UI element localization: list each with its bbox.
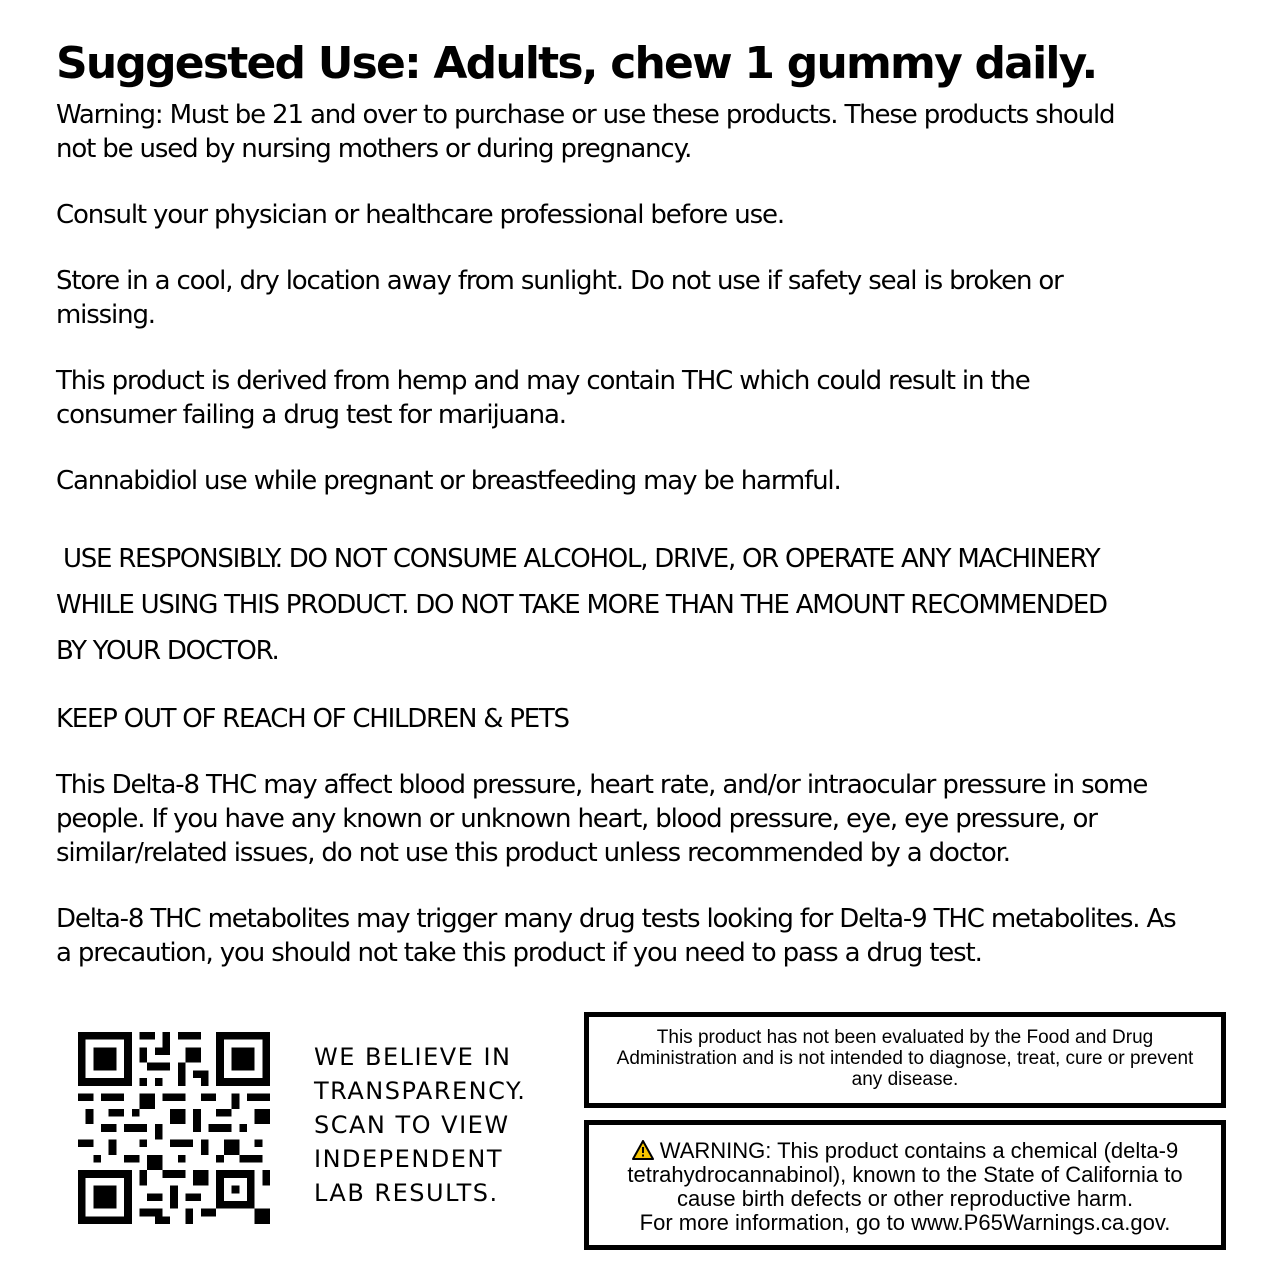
- keep-out-of-reach-warning: KEEP OUT OF REACH OF CHILDREN & PETS: [56, 704, 569, 734]
- cannabidiol-pregnancy-warning: Cannabidiol use while pregnant or breastfeeding may be harmful.: [56, 466, 841, 496]
- text-line: similar/related issues, do not use this product unless recommended by a doctor.: [56, 838, 1010, 868]
- prop65-warning-box: [584, 1120, 1226, 1250]
- text-line: Store in a cool, dry location away from sunlight. Do not use if safety seal is broken or: [56, 266, 1063, 296]
- text-line: USE RESPONSIBLY. DO NOT CONSUME ALCOHOL, DRIVE, OR OPERATE ANY MACHINERY: [56, 544, 1100, 574]
- p65-link-line[interactable]: For more information, go to www.P65Warnings.ca.gov.: [639, 1210, 1171, 1235]
- text-line: a precaution, you should not take this product if you need to pass a drug test.: [56, 938, 982, 968]
- transparency-line: TRANSPARENCY.: [314, 1077, 527, 1105]
- text-line: This Delta-8 THC may affect blood pressure, heart rate, and/or intraocular pressure in some: [56, 770, 1148, 800]
- consult-physician-text: Consult your physician or healthcare professional before use.: [56, 200, 784, 230]
- delta8-health-warning: [56, 768, 1256, 870]
- qr-code-icon[interactable]: [78, 1032, 270, 1224]
- suggested-use-heading: Suggested Use: Adults, chew 1 gummy daily.: [56, 38, 1097, 89]
- transparency-line: SCAN TO VIEW: [314, 1111, 510, 1139]
- text-line: This product is derived from hemp and may contain THC which could result in the: [56, 366, 1030, 396]
- hemp-thc-notice: [56, 364, 1256, 432]
- transparency-line: LAB RESULTS.: [314, 1179, 499, 1207]
- age-pregnancy-warning: [56, 98, 1256, 166]
- storage-instructions: [56, 264, 1256, 332]
- fda-line: Administration and is not intended to diagnose, treat, cure or prevent: [616, 1048, 1194, 1069]
- transparency-line: WE BELIEVE IN: [314, 1043, 512, 1071]
- transparency-line: INDEPENDENT: [314, 1145, 504, 1173]
- fda-line: any disease.: [851, 1069, 959, 1090]
- text-line: not be used by nursing mothers or during pregnancy.: [56, 134, 692, 164]
- text-line: Delta-8 THC metabolites may trigger many drug tests looking for Delta-9 THC metabolites. As: [56, 904, 1176, 934]
- use-responsibly-warning: [56, 536, 1256, 674]
- p65-line: cause birth defects or other reproductive harm.: [676, 1186, 1134, 1211]
- warning-triangle-icon: [632, 1140, 654, 1160]
- fda-line: This product has not been evaluated by the Food and Drug: [656, 1027, 1154, 1048]
- transparency-message: [314, 1040, 554, 1210]
- text-line: Warning: Must be 21 and over to purchase or use these products. These products should: [56, 100, 1115, 130]
- label-text-block: [56, 36, 1256, 970]
- fda-disclaimer-box: [584, 1012, 1226, 1108]
- p65-line-1: [589, 1139, 1221, 1163]
- text-line: WHILE USING THIS PRODUCT. DO NOT TAKE MORE THAN THE AMOUNT RECOMMENDED: [56, 590, 1107, 620]
- p65-line: WARNING: This product contains a chemical (delta-9: [659, 1138, 1179, 1163]
- text-line: BY YOUR DOCTOR.: [56, 636, 279, 666]
- text-line: people. If you have any known or unknown heart, blood pressure, eye, eye pressure, or: [56, 804, 1097, 834]
- text-line: missing.: [56, 300, 155, 330]
- drug-test-metabolites-warning: [56, 902, 1256, 970]
- p65-line: tetrahydrocannabinol), known to the State of California to: [627, 1162, 1183, 1187]
- text-line: consumer failing a drug test for marijuana.: [56, 400, 566, 430]
